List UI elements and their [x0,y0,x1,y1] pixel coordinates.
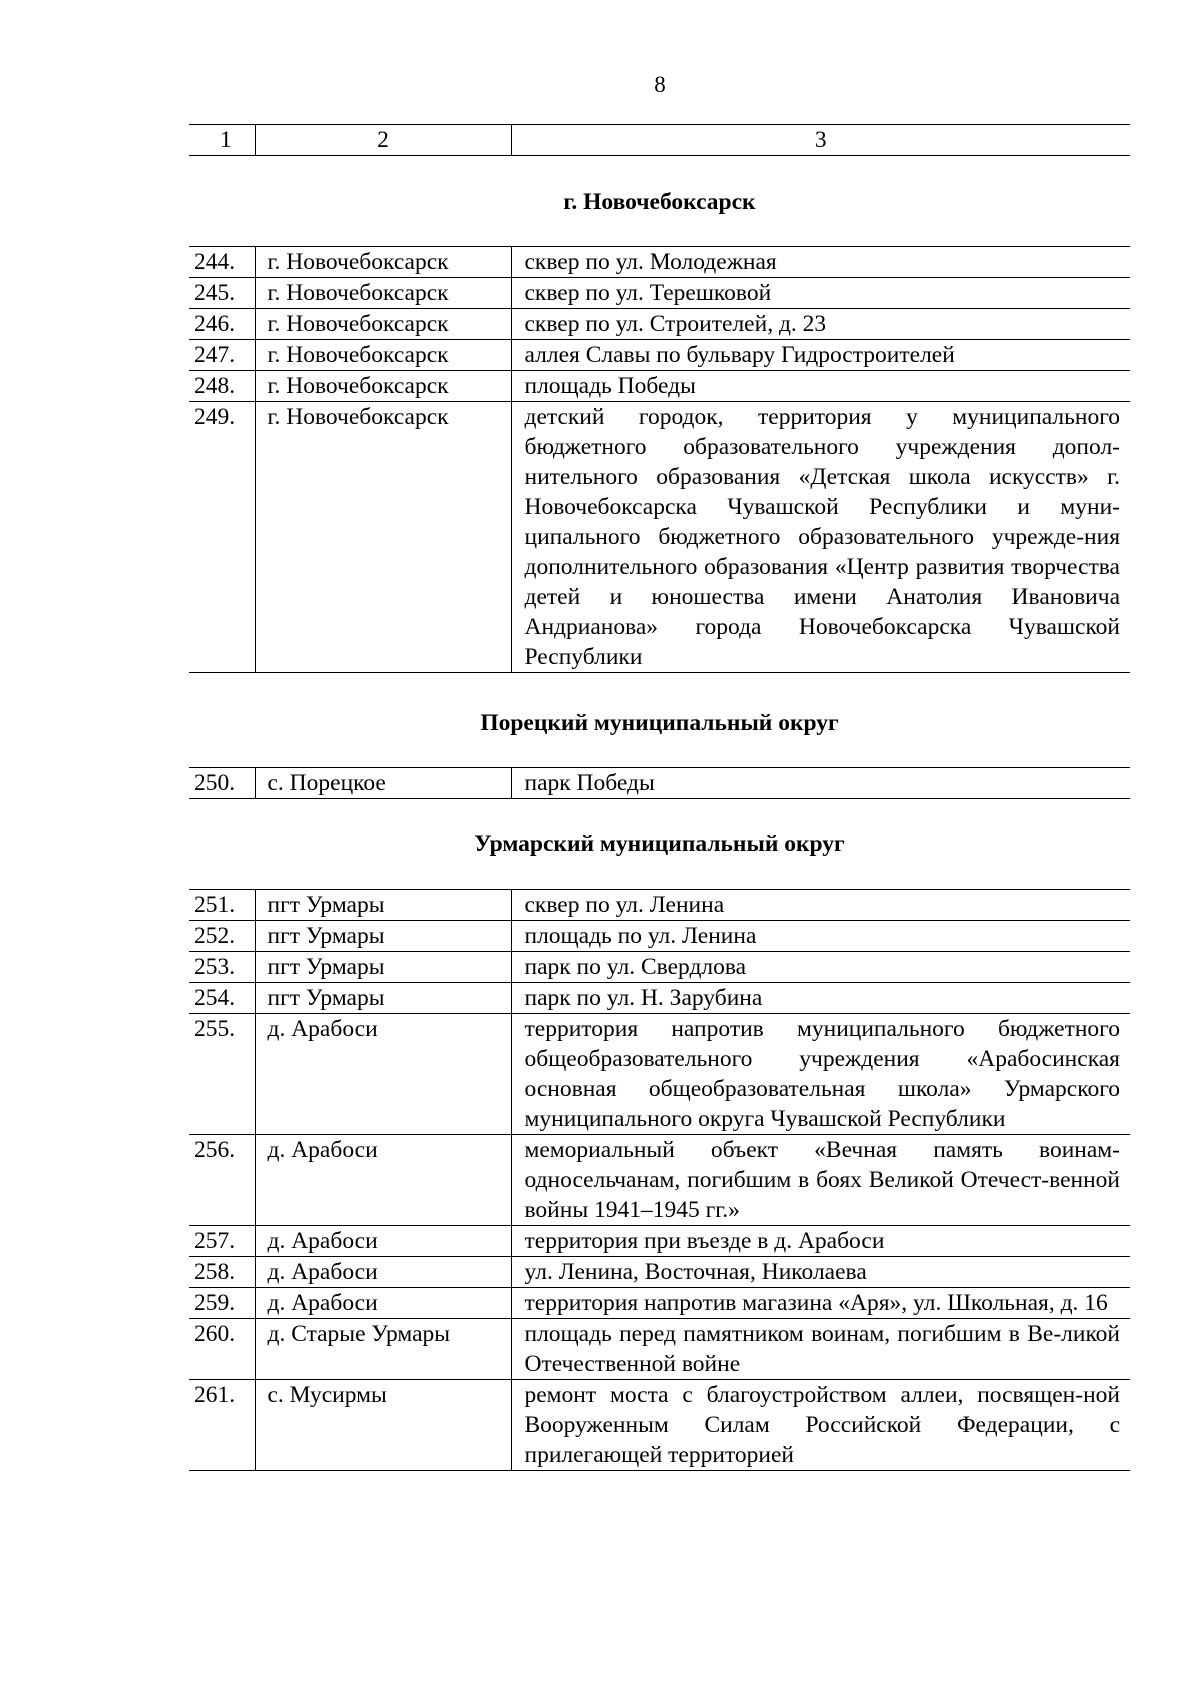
row-locality: д. Арабоси [255,1226,511,1257]
row-number: 248. [189,371,255,402]
row-locality: г. Новочебоксарск [255,247,511,278]
table-row [189,402,1130,673]
row-number: 244. [189,247,255,278]
table-row [189,371,1130,402]
row-object: ул. Ленина, Восточная, Николаева [511,1257,1130,1288]
row-number: 261. [189,1380,255,1471]
row-number: 252. [189,921,255,952]
table-row [189,890,1130,921]
row-number: 245. [189,278,255,309]
row-number: 259. [189,1288,255,1319]
table-row [189,1288,1130,1319]
row-number: 256. [189,1135,255,1226]
table-row [189,1135,1130,1226]
page-number: 8 [654,72,666,97]
row-object: площадь перед памятником воинам, погибшим в Ве-ликой Отечественной войне [511,1319,1130,1380]
row-locality: пгт Урмары [255,890,511,921]
column-header-row [189,125,1130,156]
row-object: площадь Победы [511,371,1130,402]
section-title-novocheboksarsk: г. Новочебоксарск [563,189,756,215]
table-row [189,952,1130,983]
row-object: площадь по ул. Ленина [511,921,1130,952]
row-locality: пгт Урмары [255,952,511,983]
table-row [189,1380,1130,1471]
row-number: 257. [189,1226,255,1257]
row-locality: д. Арабоси [255,1135,511,1226]
row-object: территория напротив муниципального бюджетного общеобразовательного учреждения «Арабосинская основная общеобразовательная школа» Урмарского муниципального округа Чувашской Республики [511,1014,1130,1135]
row-locality: д. Арабоси [255,1288,511,1319]
row-object: территория напротив магазина «Аря», ул. Школьная, д. 16 [511,1288,1130,1319]
row-object: детский городок, территория у муниципального бюджетного образовательного учреждения допол-нительного образования «Детская школа искусств» г. Новочебоксарска Чувашской Республики и муни-ципального бюджетного образовательного учрежде-ния дополнительного образования «Центр развития творчества детей и юношества имени Анатолия Ивановича Андрианова» города Новочебоксарска Чувашской Республики [511,402,1130,673]
column-header-1: 1 [189,125,255,156]
row-object: сквер по ул. Терешковой [511,278,1130,309]
section-title-urmarsky: Урмарский муниципальный округ [474,831,845,857]
row-locality: г. Новочебоксарск [255,371,511,402]
table-row [189,768,1130,799]
table-row [189,309,1130,340]
row-locality: д. Арабоси [255,1014,511,1135]
row-object: мемориальный объект «Вечная память воинам-односельчанам, погибшим в боях Великой Отечест-венной войны 1941–1945 гг.» [511,1135,1130,1226]
row-locality: с. Порецкое [255,768,511,799]
row-number: 253. [189,952,255,983]
table-row [189,1257,1130,1288]
row-number: 249. [189,402,255,673]
table-poretsky [189,767,1130,799]
row-object: парк по ул. Н. Зарубина [511,983,1130,1014]
row-locality: д. Старые Урмары [255,1319,511,1380]
table-row [189,247,1130,278]
row-locality: г. Новочебоксарск [255,309,511,340]
column-header-2: 2 [255,125,511,156]
row-number: 258. [189,1257,255,1288]
table-row [189,921,1130,952]
row-locality: пгт Урмары [255,921,511,952]
table-row [189,278,1130,309]
row-locality: пгт Урмары [255,983,511,1014]
row-object: сквер по ул. Ленина [511,890,1130,921]
table-urmarsky [189,889,1130,1471]
row-number: 250. [189,768,255,799]
table-row [189,1319,1130,1380]
row-locality: г. Новочебоксарск [255,278,511,309]
row-object: ремонт моста с благоустройством аллеи, посвящен-ной Вооруженным Силам Российской Федерации, с прилегающей территорией [511,1380,1130,1471]
row-object: парк Победы [511,768,1130,799]
row-object: парк по ул. Свердлова [511,952,1130,983]
table-row [189,1226,1130,1257]
row-number: 254. [189,983,255,1014]
row-number: 255. [189,1014,255,1135]
row-object: сквер по ул. Строителей, д. 23 [511,309,1130,340]
table-row [189,983,1130,1014]
column-header-table [189,124,1130,156]
row-locality: г. Новочебоксарск [255,402,511,673]
table-row [189,340,1130,371]
section-title-poretsky: Порецкий муниципальный округ [480,710,839,736]
row-number: 247. [189,340,255,371]
row-number: 260. [189,1319,255,1380]
row-object: территория при въезде в д. Арабоси [511,1226,1130,1257]
row-locality: г. Новочебоксарск [255,340,511,371]
column-header-3: 3 [511,125,1130,156]
row-object: аллея Славы по бульвару Гидростроителей [511,340,1130,371]
row-locality: с. Мусирмы [255,1380,511,1471]
table-row [189,1014,1130,1135]
table-novocheboksarsk [189,246,1130,673]
row-number: 251. [189,890,255,921]
row-number: 246. [189,309,255,340]
row-object: сквер по ул. Молодежная [511,247,1130,278]
row-locality: д. Арабоси [255,1257,511,1288]
